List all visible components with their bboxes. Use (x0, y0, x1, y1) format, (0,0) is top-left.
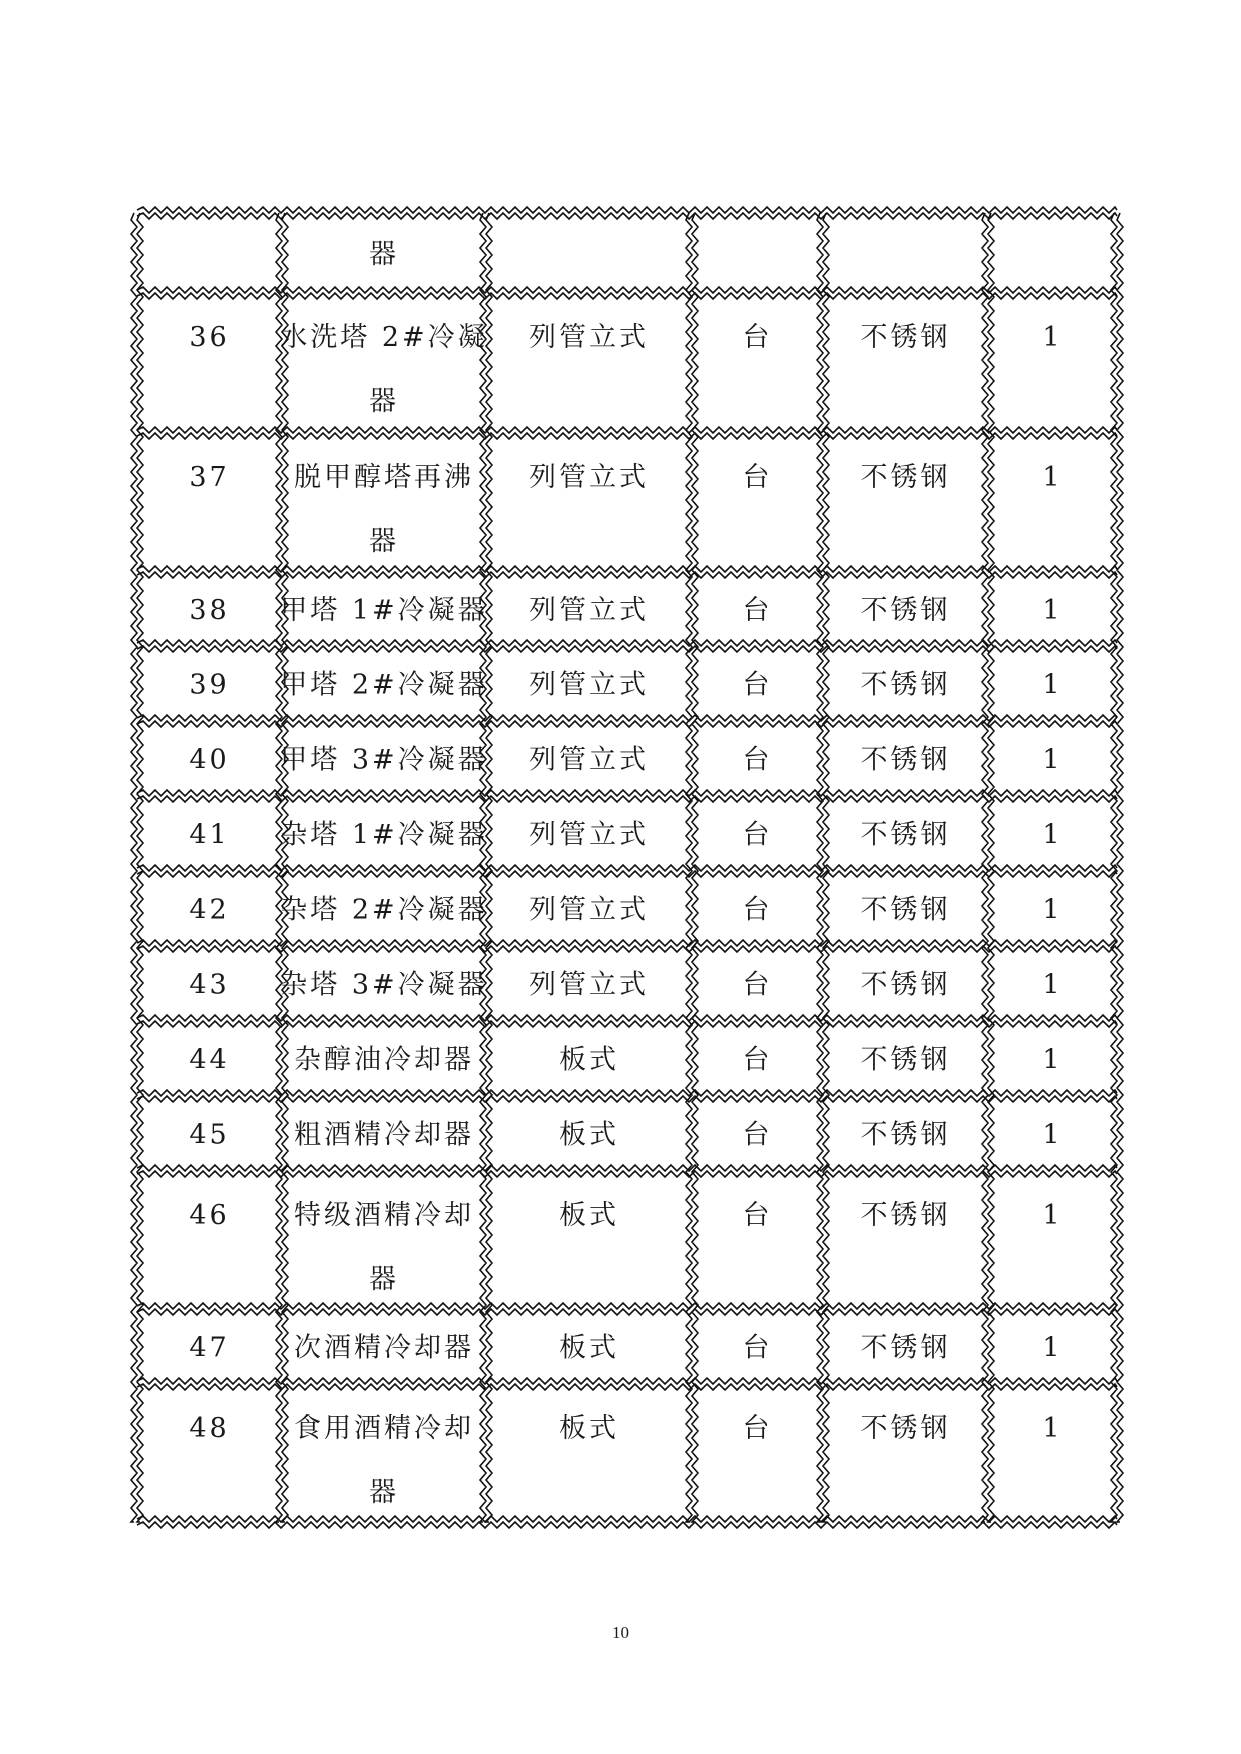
cell-name-line: 甲塔 3#冷凝器 (280, 744, 488, 776)
cell-unit: 台 (742, 322, 773, 353)
cell-name-line: 粗酒精冷却器 (294, 1119, 474, 1151)
row-border (137, 433, 1117, 439)
cell-unit: 台 (742, 969, 773, 1001)
cell-name-line: 食用酒精冷却 (294, 1413, 474, 1444)
cell-type: 板式 (559, 1413, 619, 1444)
cell-unit: 台 (742, 1332, 773, 1364)
cell-unit: 台 (742, 669, 773, 701)
cell-name-line: 次酒精冷却器 (294, 1332, 474, 1364)
cell-qty: 1 (1042, 744, 1063, 776)
cell-material: 不锈钢 (860, 1200, 951, 1231)
cell-name-line: 特级酒精冷却 (294, 1200, 474, 1231)
cell-no: 38 (189, 595, 230, 626)
cell-no: 47 (189, 1332, 230, 1364)
cell-type: 列管立式 (529, 322, 649, 353)
cell-unit: 台 (742, 462, 773, 493)
cell-material: 不锈钢 (860, 322, 951, 353)
cell-type: 列管立式 (529, 462, 649, 493)
cell-material: 不锈钢 (860, 1119, 951, 1151)
cell-qty: 1 (1042, 595, 1063, 626)
cell-name-line: 器 (369, 239, 399, 270)
cell-material: 不锈钢 (860, 969, 951, 1001)
cell-name-line: 器 (369, 386, 399, 417)
cell-no: 45 (189, 1119, 230, 1151)
column-border (486, 213, 492, 1522)
cell-type: 列管立式 (529, 969, 649, 1001)
cell-name-line: 器 (369, 526, 399, 557)
cell-qty: 1 (1042, 894, 1063, 926)
cell-type: 列管立式 (529, 595, 649, 626)
cell-material: 不锈钢 (860, 1413, 951, 1444)
cell-unit: 台 (742, 819, 773, 851)
column-border (282, 213, 288, 1522)
row-border (137, 293, 1117, 299)
cell-type: 板式 (559, 1119, 619, 1151)
row-border (137, 715, 1117, 721)
cell-unit: 台 (742, 894, 773, 926)
column-border (131, 213, 137, 1522)
cell-name-line: 杂醇油冷却器 (294, 1044, 474, 1076)
cell-qty: 1 (1042, 1119, 1063, 1151)
cell-material: 不锈钢 (860, 1044, 951, 1076)
cell-type: 列管立式 (529, 819, 649, 851)
cell-name-line: 甲塔 1#冷凝器 (280, 595, 488, 626)
cell-unit: 台 (742, 1200, 773, 1231)
cell-no: 39 (189, 669, 230, 701)
cell-unit: 台 (742, 1044, 773, 1076)
column-border (686, 213, 692, 1522)
cell-name-line: 杂塔 1#冷凝器 (280, 819, 488, 851)
cell-qty: 1 (1042, 1413, 1063, 1444)
cell-qty: 1 (1042, 819, 1063, 851)
cell-no: 46 (189, 1200, 230, 1231)
cell-qty: 1 (1042, 1044, 1063, 1076)
cell-no: 37 (189, 462, 230, 493)
row-border (137, 1021, 1117, 1027)
cell-unit: 台 (742, 744, 773, 776)
cell-no: 48 (189, 1413, 230, 1444)
cell-name-line: 杂塔 3#冷凝器 (280, 969, 488, 1001)
cell-name-line: 脱甲醇塔再沸 (294, 462, 474, 493)
cell-no: 44 (189, 1044, 230, 1076)
cell-no: 40 (189, 744, 230, 776)
cell-qty: 1 (1042, 669, 1063, 701)
cell-no: 42 (189, 894, 230, 926)
cell-material: 不锈钢 (860, 744, 951, 776)
cell-qty: 1 (1042, 1200, 1063, 1231)
cell-type: 列管立式 (529, 744, 649, 776)
row-border (137, 1522, 1117, 1528)
cell-type: 列管立式 (529, 669, 649, 701)
cell-name-line: 甲塔 2#冷凝器 (280, 669, 488, 701)
row-border (137, 1303, 1117, 1309)
cell-name-line: 器 (369, 1477, 399, 1508)
cell-unit: 台 (742, 1119, 773, 1151)
cell-qty: 1 (1042, 1332, 1063, 1364)
cell-qty: 1 (1042, 969, 1063, 1001)
cell-material: 不锈钢 (860, 462, 951, 493)
cell-name-line: 器 (369, 1264, 399, 1295)
table-borders (131, 207, 1123, 1528)
cell-material: 不锈钢 (860, 1332, 951, 1364)
cell-name-line: 杂塔 2#冷凝器 (280, 894, 488, 926)
cell-material: 不锈钢 (860, 894, 951, 926)
page-number: 10 (612, 1623, 629, 1642)
cell-type: 板式 (559, 1044, 619, 1076)
cell-type: 板式 (559, 1332, 619, 1364)
cell-material: 不锈钢 (860, 595, 951, 626)
cell-unit: 台 (742, 595, 773, 626)
row-border (137, 207, 1117, 213)
cell-no: 41 (189, 819, 230, 851)
cell-no: 36 (189, 322, 230, 353)
cell-name-line: 水洗塔 2#冷凝 (280, 322, 488, 353)
cell-type: 板式 (559, 1200, 619, 1231)
cell-type: 列管立式 (529, 894, 649, 926)
cell-unit: 台 (742, 1413, 773, 1444)
cell-qty: 1 (1042, 322, 1063, 353)
cell-no: 43 (189, 969, 230, 1001)
cell-material: 不锈钢 (860, 669, 951, 701)
column-border (982, 213, 988, 1522)
column-border (1117, 213, 1123, 1522)
cell-material: 不锈钢 (860, 819, 951, 851)
cell-qty: 1 (1042, 462, 1063, 493)
